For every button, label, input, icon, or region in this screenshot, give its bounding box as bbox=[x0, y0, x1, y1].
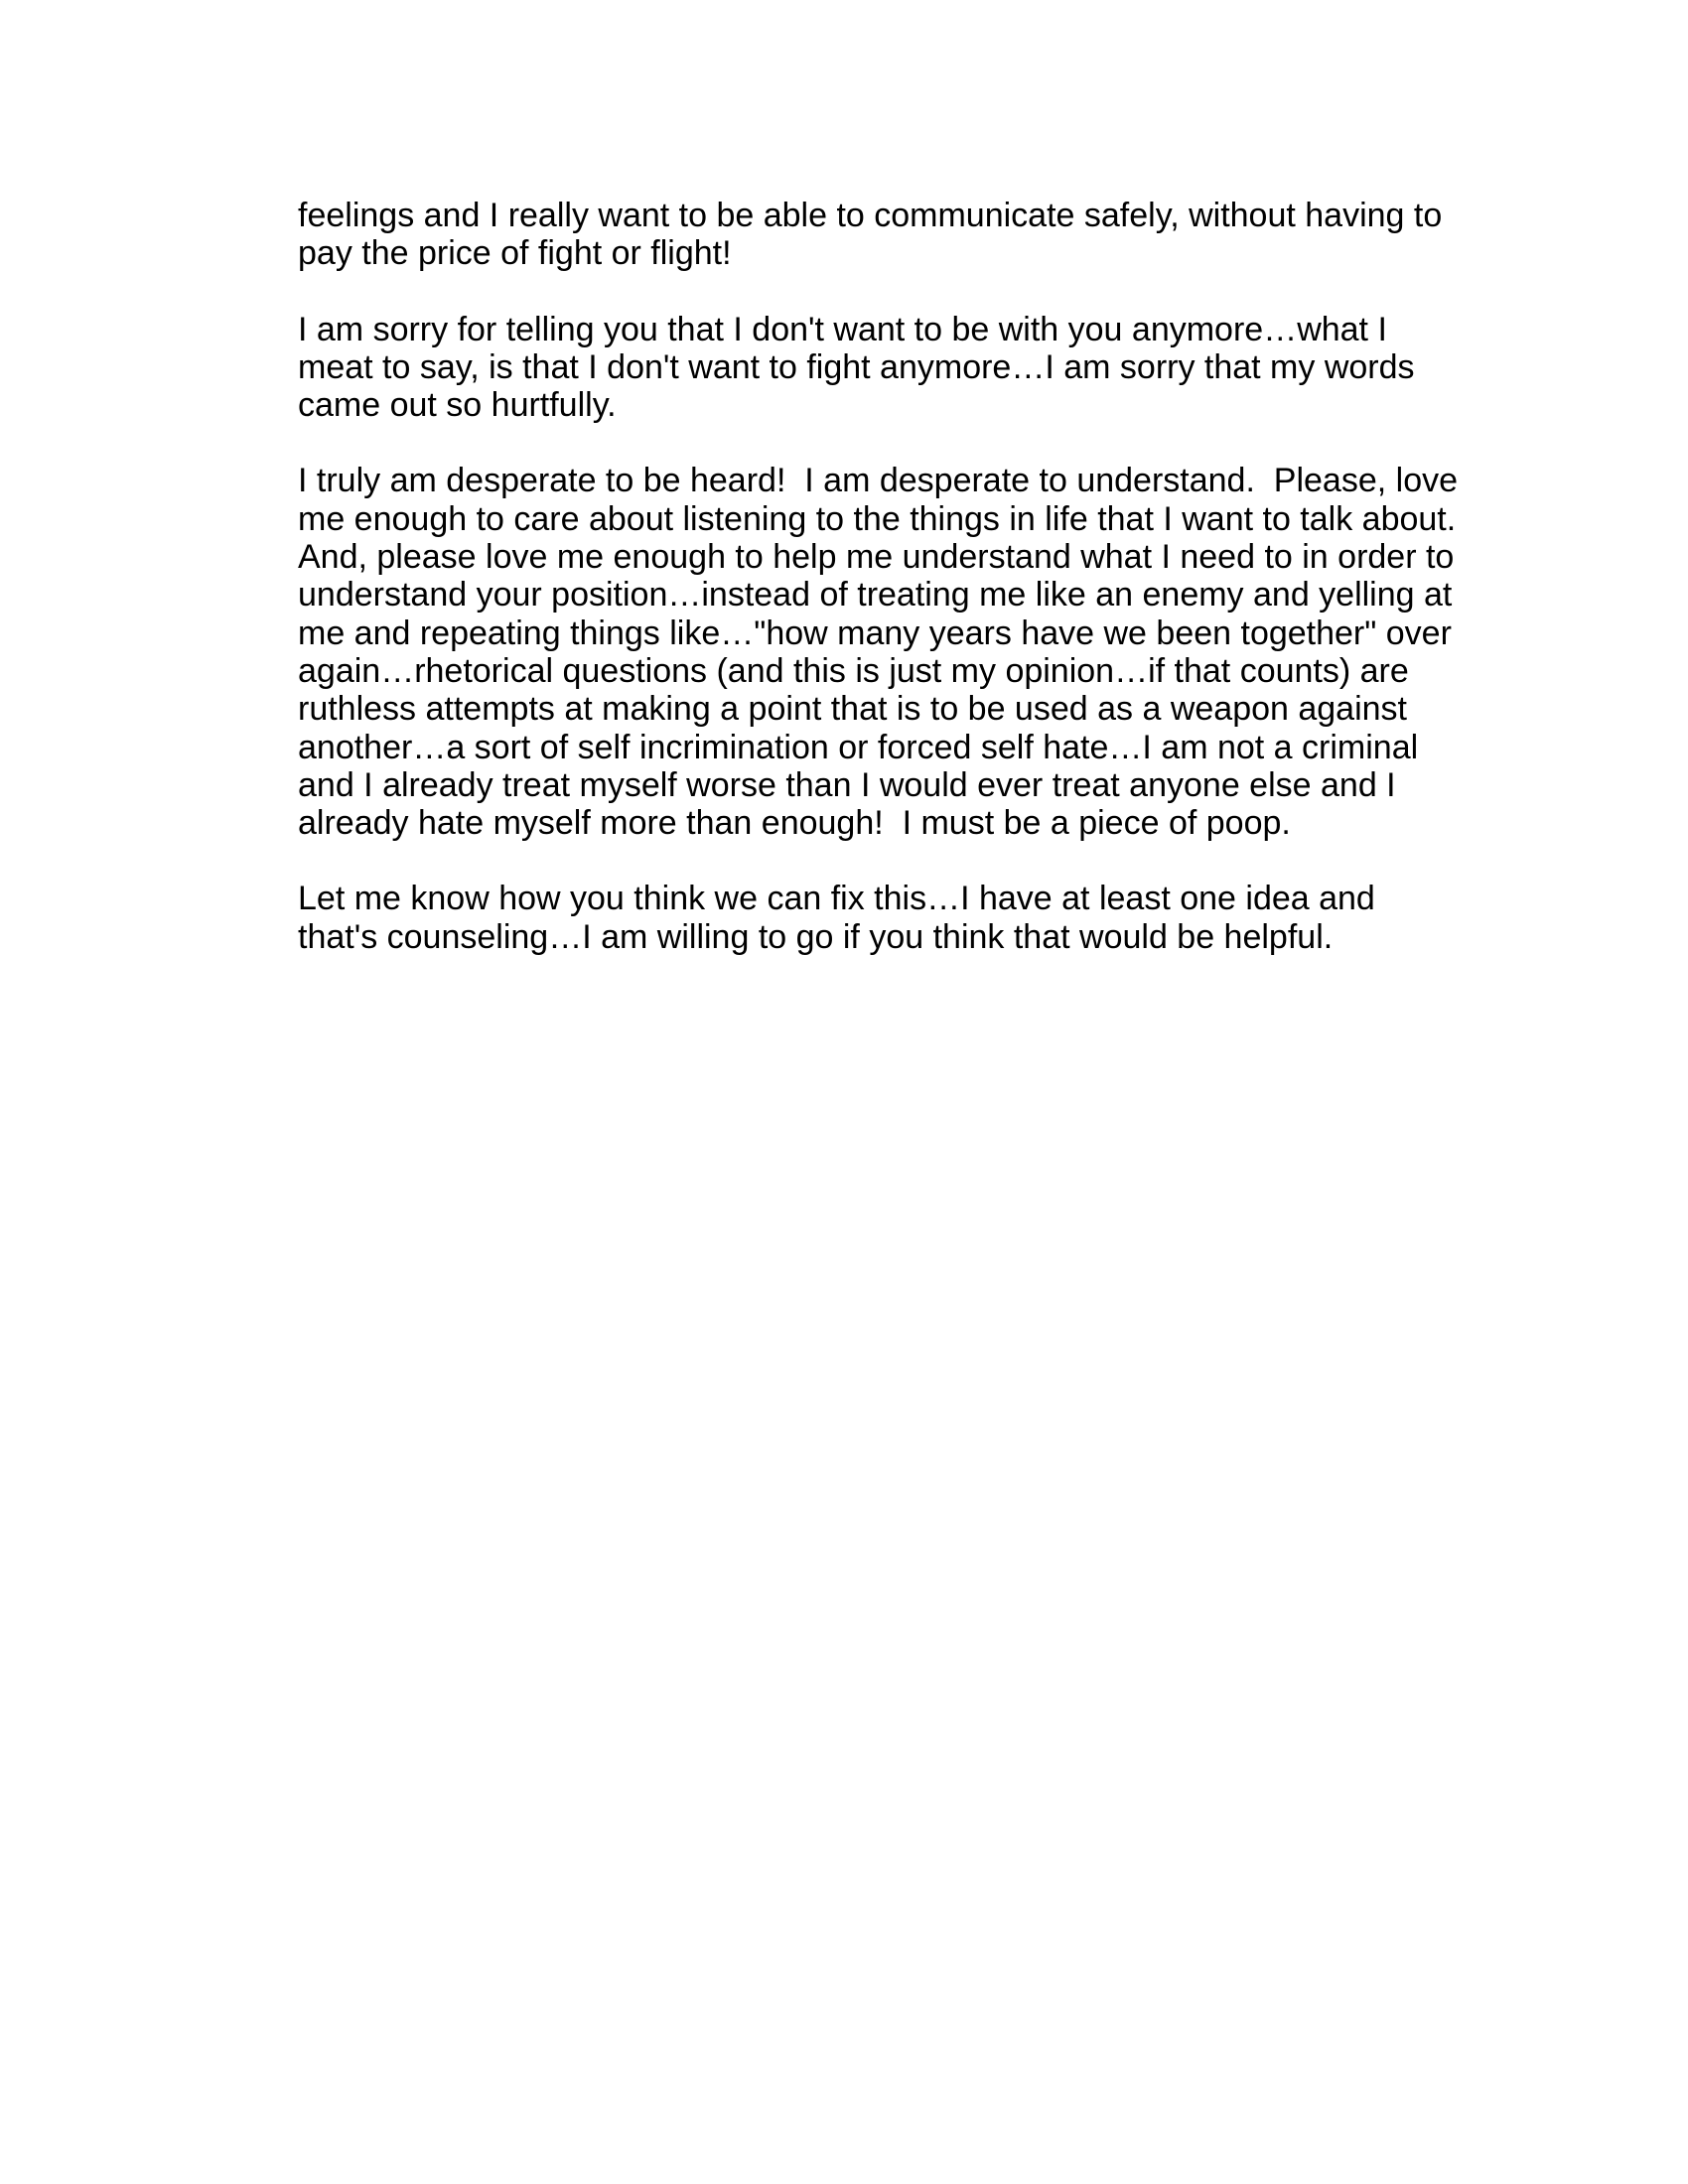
text-line: that's counseling…I am willing to go if you think that would be helpful. bbox=[298, 917, 1334, 956]
text-line: me and repeating things like…"how many years have we been together" over bbox=[298, 614, 1452, 652]
text-line: feelings and I really want to be able to communicate safely, without having to bbox=[298, 197, 1443, 234]
paragraph-4 bbox=[298, 880, 1450, 956]
text-line: already hate myself more than enough! I must be a piece of poop. bbox=[298, 804, 1291, 843]
text-line: I am sorry for telling you that I don't want to be with you anymore…what I bbox=[298, 310, 1387, 348]
letter-body bbox=[298, 197, 1459, 994]
text-line: ruthless attempts at making a point that is to be used as a weapon against bbox=[298, 690, 1408, 729]
text-line: I truly am desperate to be heard! I am desperate to understand. Please, love bbox=[298, 462, 1459, 500]
text-line: again…rhetorical questions (and this is just my opinion…if that counts) are bbox=[298, 651, 1409, 690]
text-line: pay the price of fight or flight! bbox=[298, 234, 732, 273]
paragraph-2 bbox=[298, 311, 1450, 425]
paragraph-3 bbox=[298, 462, 1459, 843]
text-line: another…a sort of self incrimination or forced self hate…I am not a criminal bbox=[298, 728, 1419, 766]
text-line: me enough to care about listening to the things in life that I want to talk about. bbox=[298, 499, 1457, 538]
text-line: understand your position…instead of treating me like an enemy and yelling at bbox=[298, 576, 1453, 614]
text-line: meat to say, is that I don't want to fight anymore…I am sorry that my words bbox=[298, 347, 1415, 386]
text-line: and I already treat myself worse than I would ever treat anyone else and I bbox=[298, 765, 1396, 804]
text-line: Let me know how you think we can fix this…I have at least one idea and bbox=[298, 880, 1375, 918]
text-line: came out so hurtfully. bbox=[298, 386, 617, 425]
paragraph-1 bbox=[298, 197, 1450, 273]
text-line: And, please love me enough to help me understand what I need to in order to bbox=[298, 538, 1455, 577]
